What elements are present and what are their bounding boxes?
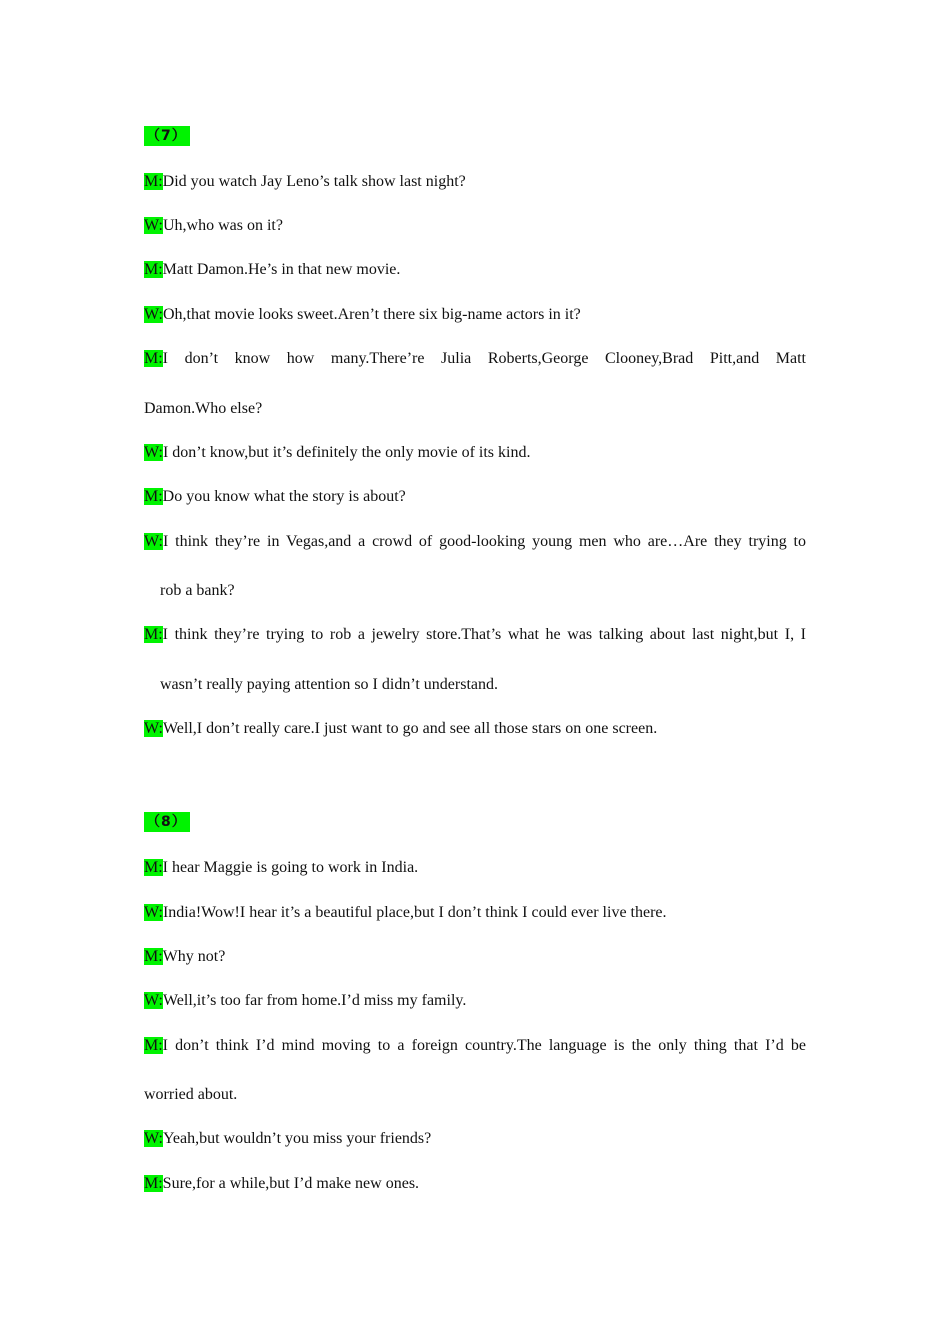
dialogue-line [144,857,806,879]
dialogue-line [144,902,806,924]
speaker-label: M: [144,261,163,278]
speaker-label: M: [144,488,163,505]
speaker-label: M: [144,626,163,643]
speaker-label: W: [144,904,163,921]
dialogue-line [144,946,806,968]
dialogue-text: I think they’re in Vegas,and a crowd of good-looking young men who are…Are they trying to [162,533,806,550]
dialogue-continuation: worried about. [144,1086,238,1103]
dialogue-line [144,624,806,646]
speaker-label: M: [144,1037,163,1054]
speaker-label: W: [144,992,163,1009]
dialogue-text: I think they’re trying to rob a jewelry store.That’s what he was talking about last night,but I, I [162,626,806,643]
dialogue-text: Matt Damon.He’s in that new movie. [162,261,401,278]
dialogue-line [144,171,806,193]
speaker-label: W: [144,720,163,737]
section-heading: （7） [144,126,190,146]
dialogue-continuation: Damon.Who else? [144,400,263,417]
speaker-label: W: [144,217,163,234]
dialogue-text: Yeah,but wouldn’t you miss your friends? [162,1130,432,1147]
section-heading: （8） [144,812,190,832]
dialogue-text: I don’t know how many.There’re Julia Roberts,George Clooney,Brad Pitt,and Matt [162,350,806,367]
dialogue-text: India!Wow!I hear it’s a beautiful place,but I don’t think I could ever live there. [162,904,667,921]
dialogue-text: I don’t know,but it’s definitely the only movie of its kind. [162,444,531,461]
dialogue-text: Well,it’s too far from home.I’d miss my family. [162,992,467,1009]
dialogue-line [144,259,806,281]
dialogue-line [144,1035,806,1057]
dialogue-text: I don’t think I’d mind moving to a foreign country.The language is the only thing that I’d be [162,1037,806,1054]
dialogue-text: Why not? [162,948,226,965]
dialogue-line [144,1173,806,1195]
dialogue-text: Uh,who was on it? [162,217,283,234]
speaker-label: M: [144,948,163,965]
speaker-label: M: [144,1175,163,1192]
dialogue-line [144,990,806,1012]
dialogue-text: Do you know what the story is about? [162,488,406,505]
dialogue-continuation: rob a bank? [160,582,235,599]
dialogue-line [144,486,806,508]
dialogue-line [144,304,806,326]
dialogue-text: Sure,for a while,but I’d make new ones. [162,1175,420,1192]
dialogue-line [144,442,806,464]
dialogue-text: Well,I don’t really care.I just want to go and see all those stars on one screen. [162,720,658,737]
speaker-label: M: [144,859,163,876]
dialogue-line [144,348,806,370]
dialogue-text: Oh,that movie looks sweet.Aren’t there six big-name actors in it? [162,306,581,323]
dialogue-line [144,215,806,237]
speaker-label: W: [144,444,163,461]
dialogue-line [144,1128,806,1150]
speaker-label: W: [144,533,163,550]
speaker-label: M: [144,350,163,367]
dialogue-line [144,531,806,553]
speaker-label: W: [144,306,163,323]
dialogue-text: I hear Maggie is going to work in India. [162,859,419,876]
dialogue-line [144,718,806,740]
speaker-label: M: [144,173,163,190]
speaker-label: W: [144,1130,163,1147]
dialogue-text: Did you watch Jay Leno’s talk show last night? [162,173,466,190]
dialogue-continuation: wasn’t really paying attention so I didn’t understand. [160,676,499,693]
